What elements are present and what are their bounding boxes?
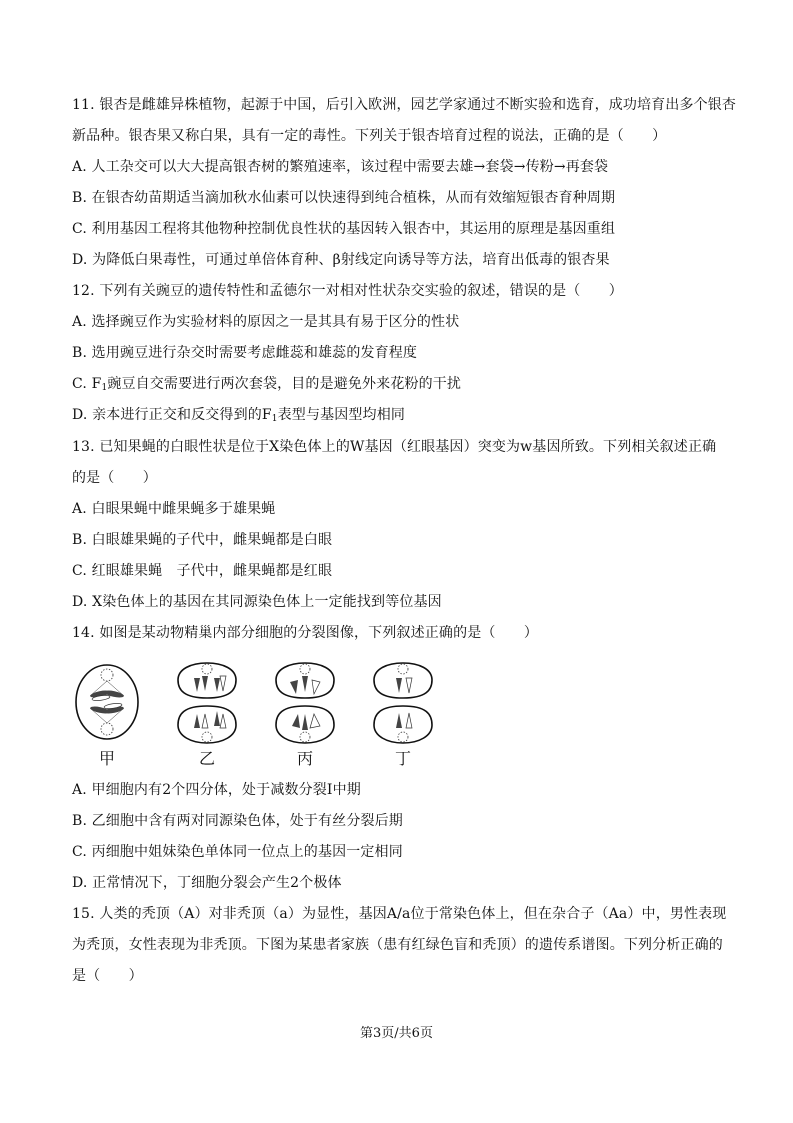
q11-option-b: B. 在银杏幼苗期适当滴加秋水仙素可以快速得到纯合植株，从而有效缩短银杏育种周期 [72, 190, 616, 206]
q13-stem-line1: 13. 已知果蝇的白眼性状是位于X染色体上的W基因（红眼基因）突变为w基因所致。下列相关叙述正确 [72, 439, 717, 455]
q13-option-d: D. X染色体上的基因在其同源染色体上一定能找到等位基因 [72, 594, 442, 610]
cell-label-bing: 丙 [296, 749, 313, 768]
q15-stem-line3: 是（ ） [72, 968, 143, 984]
cell-label-ding: 丁 [394, 749, 411, 768]
q15-stem-line2: 为秃顶，女性表现为非秃顶。下图为某患者家族（患有红绿色盲和秃顶）的遗传系谱图。下列分析正确的 [72, 937, 723, 953]
q13-option-a: A. 白眼果蝇中雌果蝇多于雄果蝇 [72, 501, 276, 517]
cell-label-jia: 甲 [98, 749, 115, 768]
q12-option-c-prefix: C. F [72, 376, 102, 392]
q14-stem: 14. 如图是某动物精巢内部分细胞的分裂图像，下列叙述正确的是（ ） [72, 625, 538, 641]
q12-option-c-text: 豌豆自交需要进行两次套袋，目的是避免外来花粉的干扰 [107, 376, 462, 392]
q11-option-d: D. 为降低白果毒性，可通过单倍体育种、β射线定向诱导等方法，培育出低毒的银杏果 [72, 252, 610, 268]
q13-stem-line2: 的是（ ） [72, 470, 157, 486]
cell-jia-figure [72, 660, 142, 746]
q11-stem-line1: 11. 银杏是雌雄异株植物，起源于中国，后引入欧洲，园艺学家通过不断实验和选育，成功培育出多个银杏 [72, 97, 737, 113]
q12-stem: 12. 下列有关豌豆的遗传特性和孟德尔一对相对性状杂交实验的叙述，错误的是（ ） [72, 283, 623, 299]
q11-option-a: A. 人工杂交可以大大提高银杏树的繁殖速率，该过程中需要去雄→套袋→传粉→再套袋 [72, 159, 609, 175]
cell-bing-figure [272, 660, 338, 746]
cell-label-yi: 乙 [198, 749, 215, 768]
q14-option-c: C. 丙细胞中姐妹染色单体同一位点上的基因一定相同 [72, 844, 403, 860]
q14-option-a: A. 甲细胞内有2个四分体，处于减数分裂Ⅰ中期 [72, 782, 361, 798]
cell-ding-figure [370, 660, 436, 746]
q12-option-d-prefix: D. 亲本进行正交和反交得到的F [72, 407, 272, 423]
q12-option-c-subscript: 1 [101, 383, 108, 393]
q12-option-d-subscript: 1 [271, 414, 278, 424]
q13-option-b: B. 白眼雄果蝇的子代中，雌果蝇都是白眼 [72, 532, 333, 548]
q12-option-b: B. 选用豌豆进行杂交时需要考虑雌蕊和雄蕊的发育程度 [72, 345, 418, 361]
q12-option-a: A. 选择豌豆作为实验材料的原因之一是其具有易于区分的性状 [72, 314, 460, 330]
q13-option-c: C. 红眼雄果蝇 子代中，雌果蝇都是红眼 [72, 563, 333, 579]
cell-yi-figure [174, 660, 240, 746]
q14-option-d: D. 正常情况下，丁细胞分裂会产生2个极体 [72, 875, 342, 891]
cell-division-figure [72, 660, 442, 770]
q15-stem-line1: 15. 人类的秃顶（A）对非秃顶（a）为显性，基因A/a位于常染色体上，但在杂合子（Aa）中，男性表现 [72, 906, 727, 922]
q11-stem-line2: 新品种。银杏果又称白果，具有一定的毒性。下列关于银杏培育过程的说法，正确的是（ ） [72, 128, 667, 144]
q12-option-c [72, 374, 461, 398]
q11-option-c: C. 利用基因工程将其他物种控制优良性状的基因转入银杏中，其运用的原理是基因重组 [72, 221, 616, 237]
page-footer: 第3页/共6页 [360, 1026, 433, 1041]
q14-option-b: B. 乙细胞中含有两对同源染色体，处于有丝分裂后期 [72, 813, 403, 829]
q12-option-d [72, 405, 405, 429]
q12-option-d-text: 表型与基因型均相同 [277, 407, 405, 423]
